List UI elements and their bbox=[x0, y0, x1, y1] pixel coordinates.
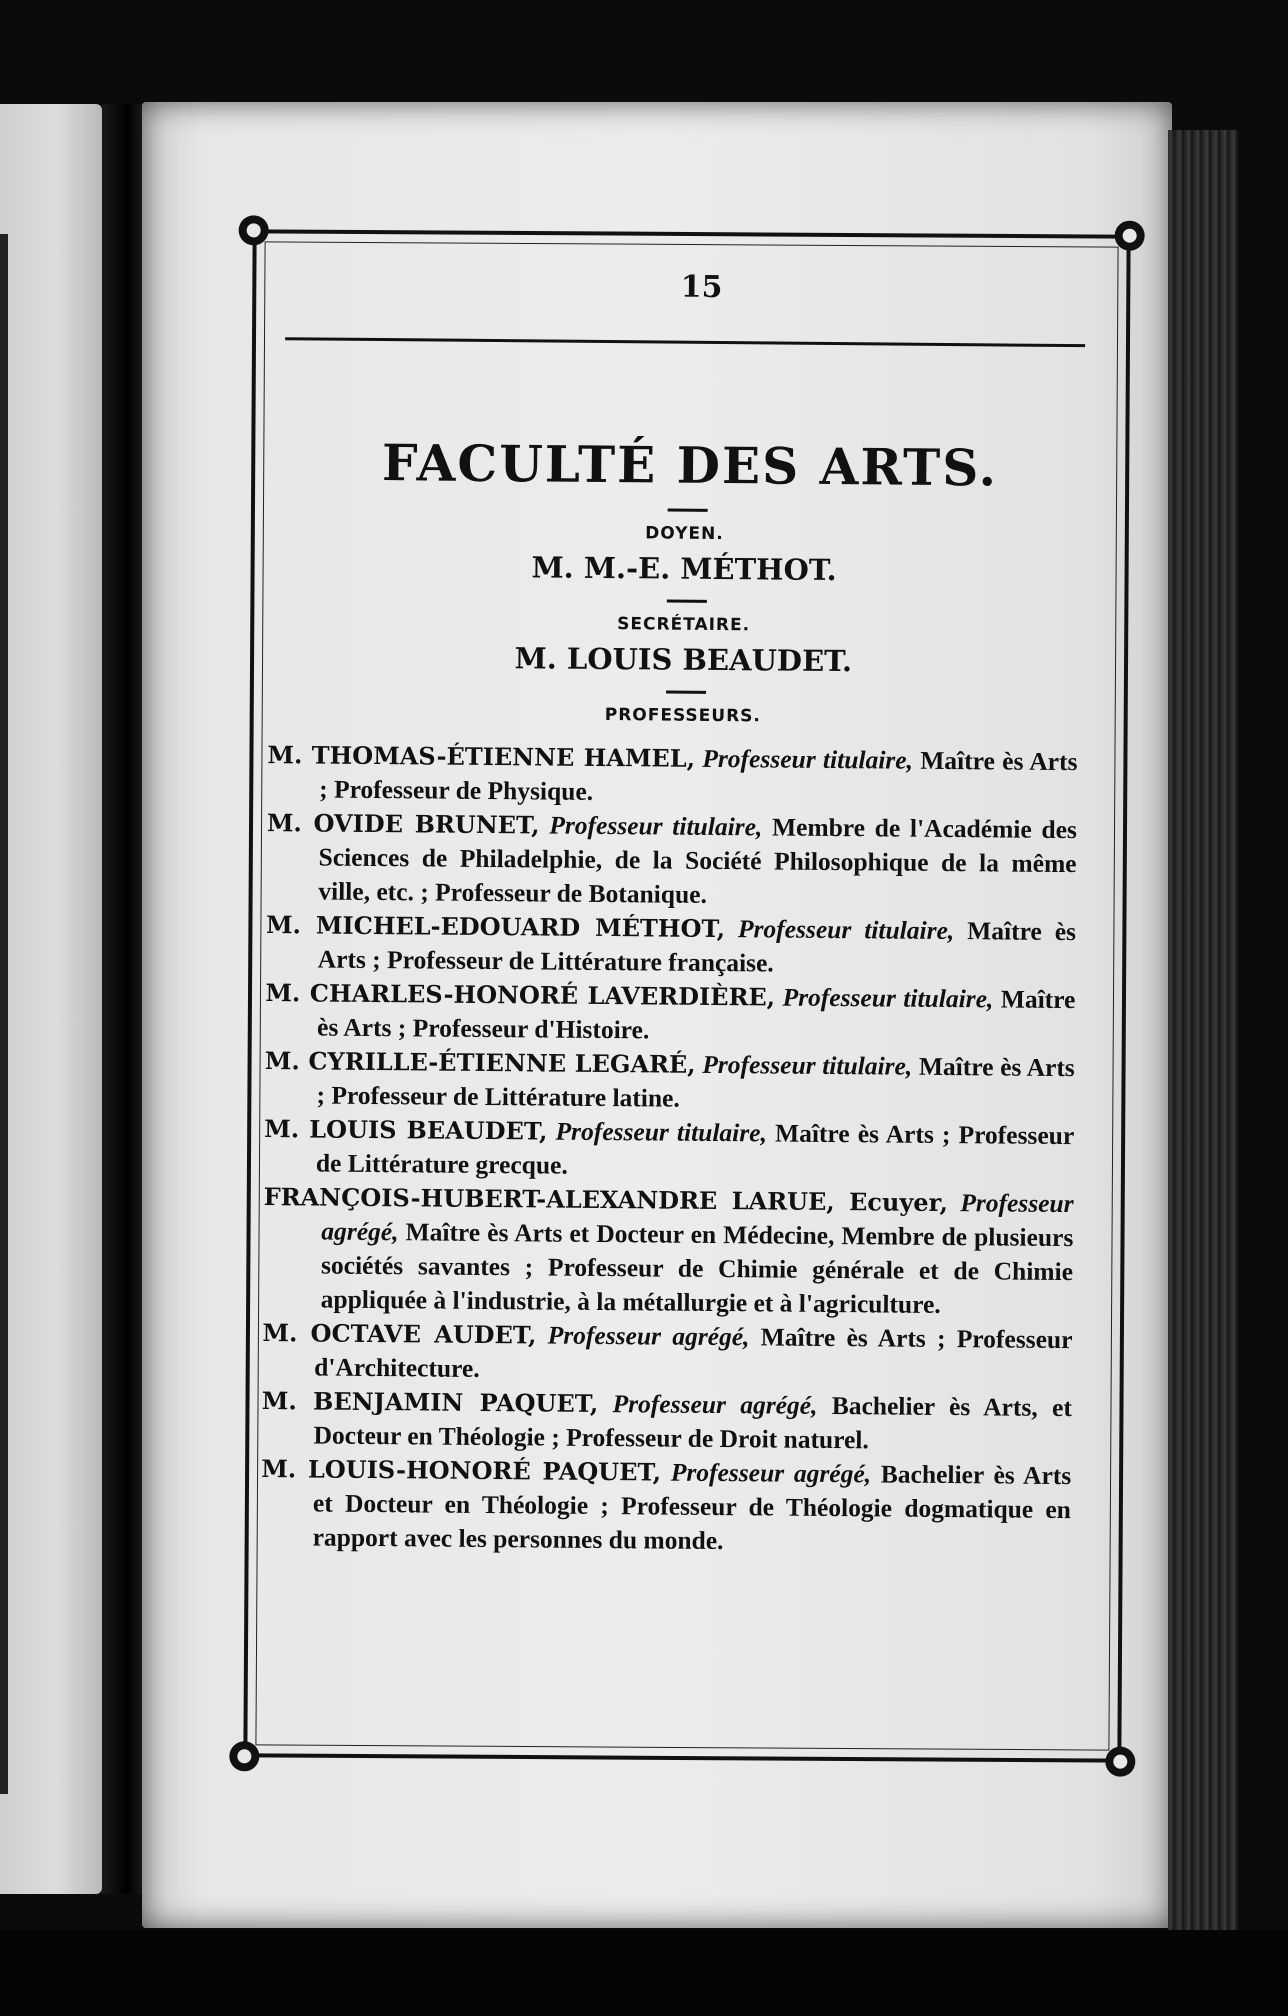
professor-description: Membre de l'Académie des Sciences de Philadelphie, de la Société Philosophique de la même ville, etc. ; Professeur de Botanique. bbox=[318, 812, 1078, 909]
page-text bbox=[251, 240, 1082, 1561]
professor-description: Bachelier ès Arts et Docteur en Théologie ; Professeur de Théologie dogmatique en rapport avec les personnes du monde. bbox=[312, 1459, 1072, 1556]
professor-name: M. BENJAMIN PAQUET, bbox=[261, 1386, 599, 1418]
professor-entry bbox=[262, 1316, 1073, 1391]
professor-name: M. CYRILLE-ÉTIENNE LEGARÉ, bbox=[264, 1046, 696, 1079]
secretary-label: SECRÉTAIRE. bbox=[617, 614, 751, 636]
professor-rank: Professeur agrégé, bbox=[321, 1188, 1074, 1247]
professor-description: Maître ès Arts et Docteur en Médecine, Membre de plusieurs sociétés savantes ; Professeur de Chimie générale et de Chimie appliquée à l'industrie, à la métallurgie et à l'agriculture. bbox=[320, 1217, 1074, 1319]
professor-description: Maître ès Arts ; Professeur de Physique. bbox=[319, 745, 1078, 806]
professor-rank: Professeur titulaire, bbox=[782, 982, 994, 1014]
professor-name: M. OVIDE BRUNET, bbox=[266, 808, 540, 840]
professor-entry bbox=[261, 1384, 1072, 1459]
professor-description: Maître ès Arts ; Professeur d'Architecture. bbox=[314, 1322, 1073, 1383]
professor-entry bbox=[266, 908, 1077, 983]
professor-description: Maître ès Arts ; Professeur d'Histoire. bbox=[317, 984, 1076, 1045]
separator-dash bbox=[668, 509, 708, 512]
professor-rank: Professeur titulaire, bbox=[549, 810, 763, 842]
dean-label: DOYEN. bbox=[645, 523, 724, 545]
professor-description: Maître ès Arts ; Professeur de Littérature grecque. bbox=[315, 1118, 1075, 1180]
header-rule bbox=[285, 337, 1085, 347]
page-title: FACULTÉ DES ARTS. bbox=[381, 433, 999, 498]
professor-entry bbox=[267, 738, 1078, 813]
professor-rank: Professeur titulaire, bbox=[737, 914, 955, 946]
left-page-rule bbox=[0, 234, 8, 1794]
professors-label: PROFESSEURS. bbox=[604, 705, 762, 727]
professor-entry bbox=[263, 1180, 1074, 1323]
professor-description: Maître ès Arts ; Professeur de Littérature française. bbox=[317, 916, 1077, 978]
professor-entry bbox=[264, 1112, 1075, 1187]
page-edges bbox=[1168, 130, 1238, 1930]
scan-background bbox=[0, 1930, 1288, 2016]
professor-name: M. MICHEL-EDOUARD MÉTHOT, bbox=[265, 910, 726, 944]
corner-ornament-icon bbox=[1105, 1747, 1135, 1777]
professor-rank: Professeur titulaire, bbox=[702, 1049, 913, 1081]
professor-rank: Professeur agrégé, bbox=[612, 1389, 818, 1420]
professor-name: M. LOUIS BEAUDET, bbox=[264, 1114, 548, 1146]
professor-name: M. LOUIS-HONORÉ PAQUET, bbox=[261, 1454, 662, 1487]
corner-ornament-icon bbox=[1115, 221, 1145, 251]
corner-ornament-icon bbox=[229, 1741, 259, 1771]
separator-dash bbox=[667, 600, 707, 603]
professor-description: Bachelier ès Arts, et Docteur en Théologie ; Professeur de Droit naturel. bbox=[313, 1391, 1073, 1455]
professor-description: Maître ès Arts ; Professeur de Littérature latine. bbox=[316, 1051, 1075, 1113]
professor-entry bbox=[264, 1044, 1075, 1119]
dean-name: M. M.-E. MÉTHOT. bbox=[531, 550, 837, 588]
professor-rank: Professeur titulaire, bbox=[555, 1116, 768, 1148]
professor-entry bbox=[266, 806, 1077, 915]
book-gutter bbox=[102, 104, 144, 1894]
professor-entry bbox=[261, 1452, 1072, 1561]
professor-name: M. OCTAVE AUDET, bbox=[262, 1318, 537, 1350]
left-adjacent-page bbox=[0, 104, 102, 1894]
secretary-name: M. LOUIS BEAUDET. bbox=[514, 641, 853, 679]
professor-rank: Professeur agrégé, bbox=[670, 1457, 872, 1489]
professor-name: M. THOMAS-ÉTIENNE HAMEL, bbox=[267, 740, 696, 773]
professor-entry bbox=[265, 976, 1076, 1051]
separator-dash bbox=[666, 691, 706, 694]
professor-rank: Professeur titulaire, bbox=[702, 743, 914, 775]
professor-name: FRANÇOIS-HUBERT-ALEXANDRE LARUE, Ecuyer, bbox=[263, 1182, 949, 1218]
professor-rank: Professeur agrégé, bbox=[547, 1320, 750, 1352]
page-number: 15 bbox=[680, 269, 723, 306]
professors-list bbox=[251, 738, 1078, 1561]
professor-name: M. CHARLES-HONORÉ LAVERDIÈRE, bbox=[265, 978, 776, 1012]
